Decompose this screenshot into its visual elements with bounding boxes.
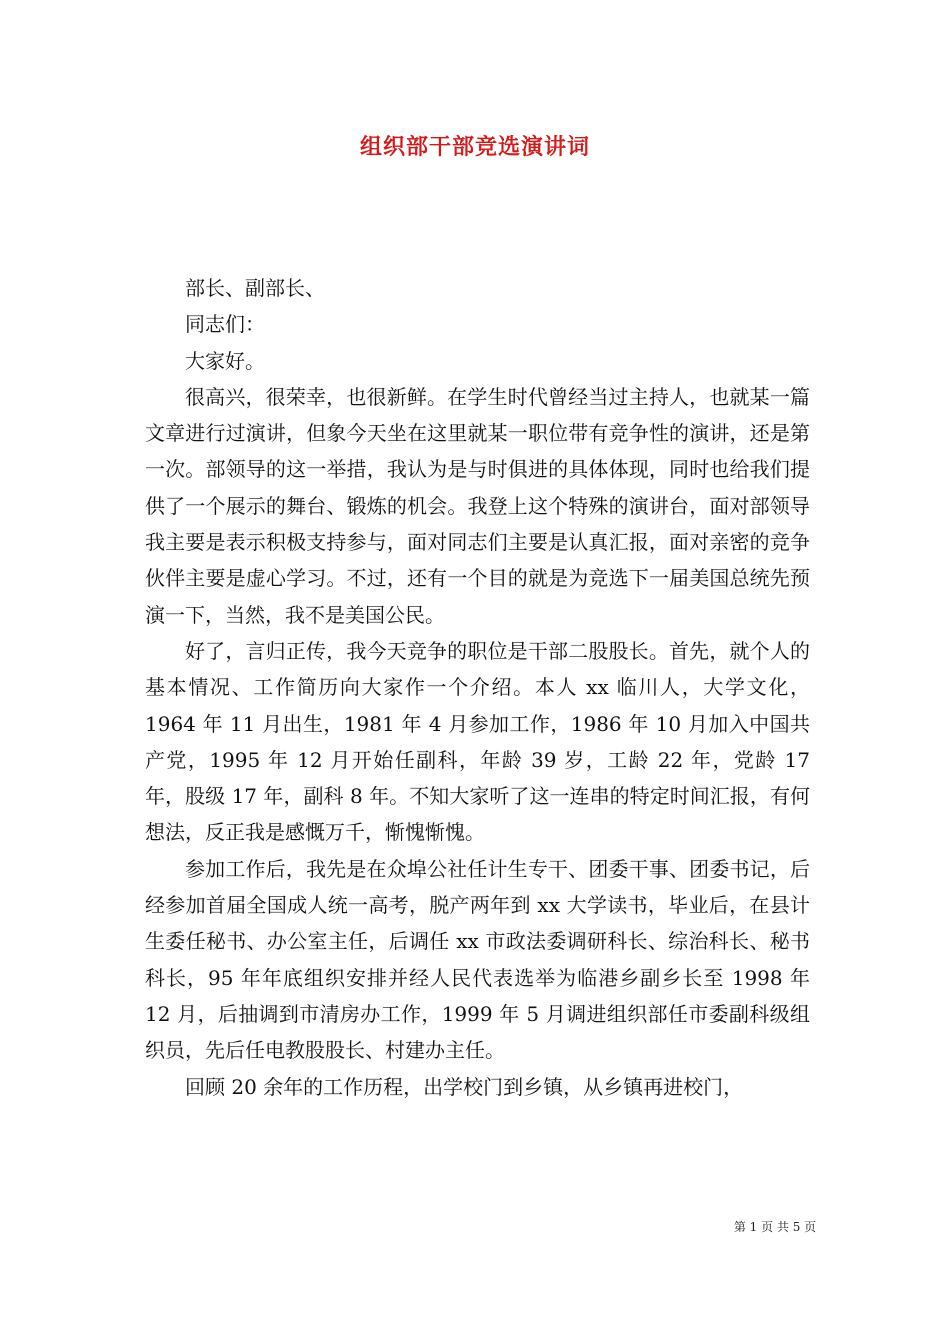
body-paragraph: 回顾 20 余年的工作历程，出学校门到乡镇，从乡镇再进校门，	[185, 1074, 744, 1099]
page-number-footer: 第 1 页 共 5 页	[733, 1220, 817, 1234]
body-paragraph: 很高兴，很荣幸，也很新鲜。在学生时代曾经当过主持人，也就某一篇文章进行过演讲，但象今天坐在这里就某一职位带有竞争性的演讲，还是第一次。部领导的这一举措，我认为是与时俱进的具体体现，同时也给我们提供了一个展示的舞台、锻炼的机会。我登上这个特殊的演讲台，面对部领导我主要是表示积极支持参与，面对同志们主要是认真汇报，面对亲密的竞争伙伴主要是虚心学习。不过，还有一个目的就是为竞选下一届美国总统先预演一下，当然，我不是美国公民。	[145, 384, 810, 627]
salutation-line: 部长、副部长、	[185, 276, 325, 300]
body-paragraph: 好了，言归正传，我今天竞争的职位是干部二股股长。首先，就个人的基本情况、工作简历向大家作一个介绍。本人 xx 临川人，大学文化，1964 年 11 月出生，1981 年 4 月参加工作，1986 年 10 月加入中国共产党，1995 年 12 月开始任副科，年龄 39 岁，工龄 22 年，党龄 17 年，股级 17 年，副科 8 年。不知大家听了这一连串的特定时间汇报，有何想法，反正我是感慨万千，惭愧惭愧。	[145, 638, 810, 845]
document-title: 组织部干部竞选演讲词	[359, 134, 590, 160]
salutation-line: 同志们：	[185, 312, 265, 337]
body-paragraph: 参加工作后，我先是在众埠公社任计生专干、团委干事、团委书记，后经参加首届全国成人统一高考，脱产两年到 xx 大学读书，毕业后，在县计生委任秘书、办公室主任，后调任 xx 市政法委调研科长、综治科长、秘书科长，95 年年底组织安排并经人民代表选举为临港乡副乡长至 1998 年 12 月，后抽调到市清房办工作，1999 年 5 月调进组织部任市委副科级组织员，先后任电教股股长、村建办主任。	[145, 856, 810, 1063]
document-body	[145, 270, 810, 1105]
salutation-line: 大家好。	[185, 348, 265, 373]
